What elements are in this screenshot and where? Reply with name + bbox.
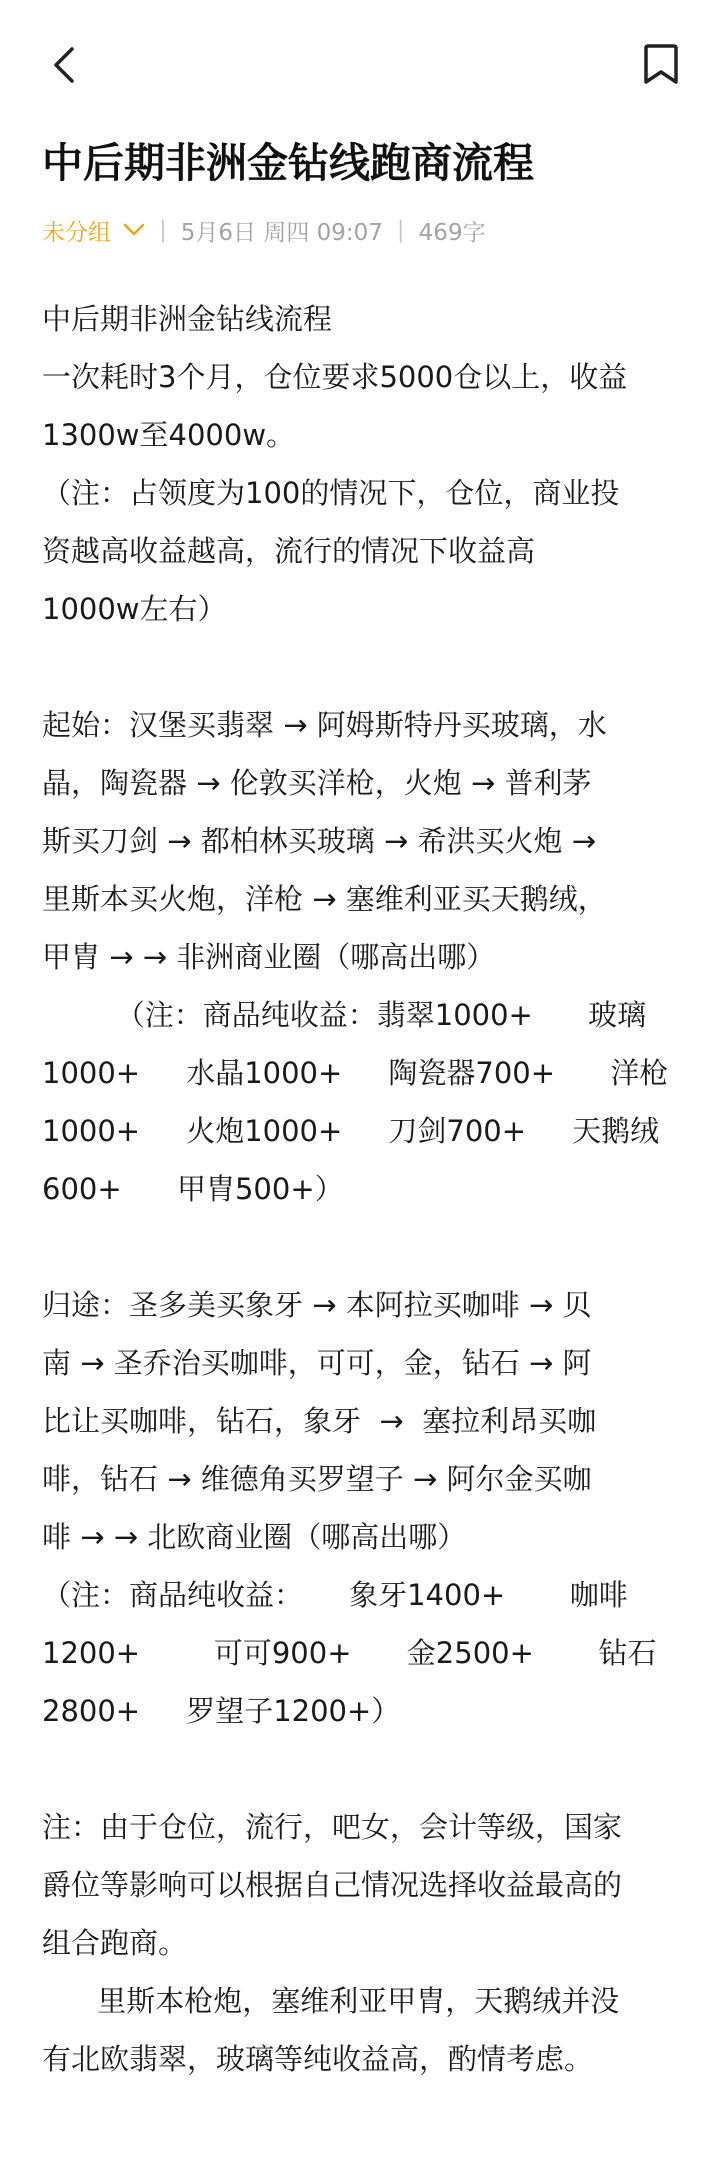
body-line: 爵位等影响可以根据自己情况选择收益最高的 bbox=[42, 1868, 623, 1902]
note-title: 中后期非洲金钻线跑商流程 bbox=[42, 139, 534, 187]
body-line: （注：商品纯收益： 象牙1400+ 咖啡 bbox=[42, 1578, 628, 1612]
blank-line bbox=[42, 1218, 694, 1276]
body-line: 1200+ 可可900+ 金2500+ 钻石 bbox=[42, 1636, 657, 1670]
meta-separator: | bbox=[159, 217, 167, 243]
body-line: 起始：汉堡买翡翠 → 阿姆斯特丹买玻璃，水 bbox=[42, 708, 607, 742]
body-line: 啡，钻石 → 维德角买罗望子 → 阿尔金买咖 bbox=[42, 1462, 592, 1496]
body-line: 1000+ 水晶1000+ 陶瓷器700+ 洋枪 bbox=[42, 1056, 669, 1090]
note-date: 5月6日 周四 09:07 bbox=[180, 219, 383, 246]
back-button[interactable] bbox=[40, 40, 90, 90]
chevron-down-icon bbox=[123, 223, 145, 237]
body-line: 归途：圣多美买象牙 → 本阿拉买咖啡 → 贝 bbox=[42, 1288, 592, 1322]
blank-line bbox=[42, 1740, 694, 1798]
top-bar bbox=[0, 0, 720, 120]
body-line: 1300w至4000w。 bbox=[42, 418, 296, 452]
body-line: 有北欧翡翠，玻璃等纯收益高，酌情考虑。 bbox=[42, 2042, 594, 2076]
body-line: 注：由于仓位，流行，吧女，会计等级，国家 bbox=[42, 1810, 623, 1844]
body-line: 中后期非洲金钻线流程 bbox=[42, 302, 333, 336]
body-line: 1000+ 火炮1000+ 刀剑700+ 天鹅绒 bbox=[42, 1114, 660, 1148]
body-line: 斯买刀剑 → 都柏林买玻璃 → 希洪买火炮 → bbox=[42, 824, 596, 858]
body-line: 2800+ 罗望子1200+） bbox=[42, 1694, 401, 1728]
body-line: 组合跑商。 bbox=[42, 1926, 188, 1960]
note-body[interactable] bbox=[42, 290, 694, 2088]
body-line: 1000w左右） bbox=[42, 592, 227, 626]
group-selector[interactable] bbox=[42, 214, 145, 247]
body-line: （注：商品纯收益：翡翠1000+ 玻璃 bbox=[42, 998, 647, 1032]
meta-separator: | bbox=[396, 217, 405, 243]
group-label: 未分组 bbox=[42, 219, 111, 246]
body-line: 晶，陶瓷器 → 伦敦买洋枪，火炮 → 普利茅 bbox=[42, 766, 592, 800]
blank-line bbox=[42, 638, 694, 696]
body-line: （注：占领度为100的情况下，仓位，商业投 bbox=[42, 476, 620, 510]
body-line: 甲胄 → → 非洲商业圈（哪高出哪） bbox=[42, 940, 496, 974]
bookmark-button[interactable] bbox=[636, 36, 686, 92]
chevron-left-icon bbox=[50, 45, 80, 85]
body-line: 600+ 甲胄500+） bbox=[42, 1172, 344, 1206]
body-line: 一次耗时3个月，仓位要求5000仓以上，收益 bbox=[42, 360, 628, 394]
body-line: 里斯本买火炮，洋枪 → 塞维利亚买天鹅绒， bbox=[42, 882, 607, 916]
body-line: 资越高收益越高，流行的情况下收益高 bbox=[42, 534, 536, 568]
body-line: 里斯本枪炮，塞维利亚甲胄，天鹅绒并没 bbox=[42, 1984, 620, 2018]
body-line: 比让买咖啡，钻石，象牙 → 塞拉利昂买咖 bbox=[42, 1404, 597, 1438]
body-line: 南 → 圣乔治买咖啡，可可，金，钻石 → 阿 bbox=[42, 1346, 592, 1380]
note-meta bbox=[42, 208, 486, 252]
body-line: 啡 → → 北欧商业圈（哪高出哪） bbox=[42, 1520, 467, 1554]
bookmark-icon bbox=[643, 42, 679, 86]
word-count: 469字 bbox=[418, 219, 486, 246]
